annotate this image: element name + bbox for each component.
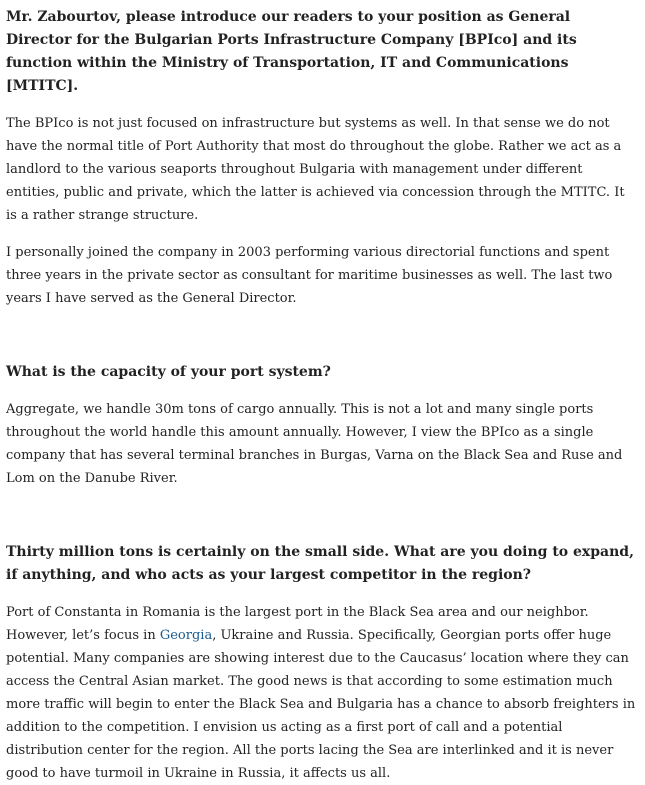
georgia-link[interactable]: Georgia [159,628,213,643]
section-spacer [6,504,639,541]
answer-3 [6,601,639,785]
answer-2: Aggregate, we handle 30m tons of cargo annually. This is not a lot and many single ports throughout the world handle this amount annually. However, I view the BPIco as a single company that has several terminal branches in Burgas, Varna on the Black Sea and Ruse and Lom on the Danube River. [6,402,623,486]
section-spacer [6,324,639,361]
question-3: Thirty million tons is certainly on the small side. What are you doing to expand, if anything, and who acts as your largest competitor in the region? [6,544,634,583]
answer-3-text-end: , Ukraine and Russia. Specifically, Georgian ports offer huge potential. Many companies are showing interest due to the Caucasus’ location where they can access the Central Asian market. The good news is that according to some estimation much more traffic will begin to enter the Black Sea and Bulgaria has a chance to absorb freighters in addition to the competition. I envision us acting as a first port of call and a potential distribution center for the region. All the ports lacing the Sea are interlinked and it is never good to have turmoil in Ukraine in Russia, it affects us all. [6,628,636,781]
question-2: What is the capacity of your port system? [6,364,331,380]
answer-1-paragraph-1: The BPIco is not just focused on infrastructure but systems as well. In that sense we do not have the normal title of Port Authority that most do throughout the globe. Rather we act as a landlord to the various seaports throughout Bulgaria with management under different entities, public and private, which the latter is achieved via concession through the MTITC. It is a rather strange structure. [6,116,625,223]
answer-3-text-start: Port of Constanta in Romania is the largest port in the Black Sea area and our neighbor. However, let’s focus in [6,605,589,643]
answer-1-paragraph-2: I personally joined the company in 2003 performing various directorial functions and spent three years in the private sector as consultant for maritime businesses as well. The last two years I have served as the General Director. [6,245,613,306]
question-1: Mr. Zabourtov, please introduce our readers to your position as General Director for the Bulgarian Ports Infrastructure Company [BPIco] and its function within the Ministry of Transportation, IT and Communications [MTITC]. [6,9,577,94]
